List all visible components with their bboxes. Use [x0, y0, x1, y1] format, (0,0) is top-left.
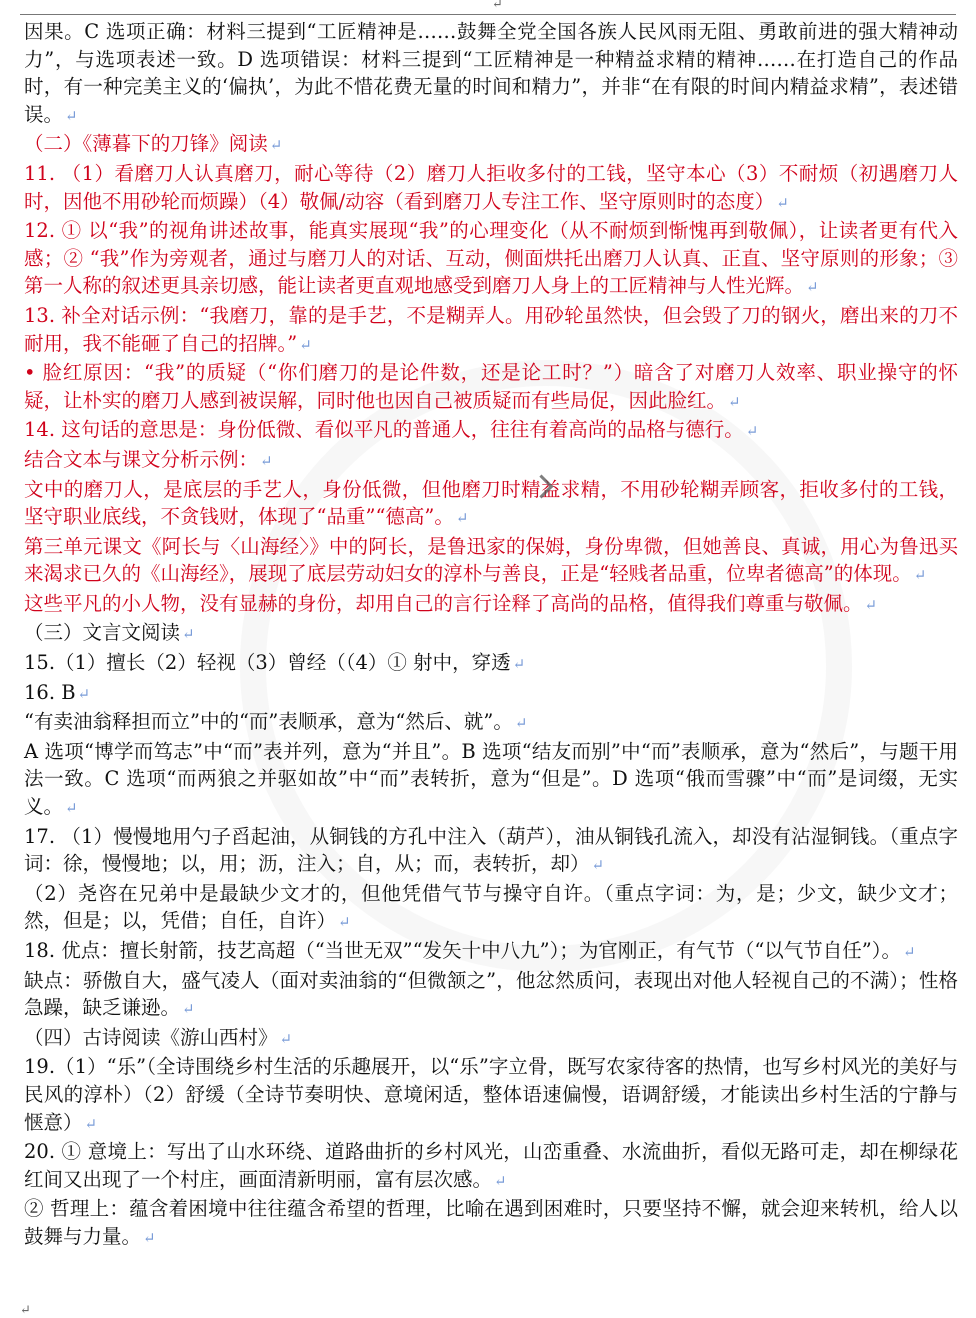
paragraph-mark: ↵ [182, 1000, 195, 1019]
paragraph [24, 476, 958, 533]
paragraph-mark: ↵ [903, 943, 916, 961]
paragraph-mark: ↵ [806, 278, 819, 297]
paragraph-text: 13. 补全对话示例：“我磨刀，靠的是手艺，不是糊弄人。用砂轮虽然快，但会毁了刀的钢火，磨出来的刀不耐用，我不能砸了自己的招牌。” [24, 303, 958, 355]
paragraph-text: A 选项“博学而笃志”中“而”表并列，意为“并且”。B 选项“结友而别”中“而”表顺承，意为“然后”，与题干用法一致。C 选项“而两狼之并驱如故”中“而”表转折，意为“但是”。D 选项“俄而雪骤”中“而”是词缀，无实义。 [24, 739, 958, 819]
paragraph-mark-top: ↵ [492, 0, 503, 12]
paragraph-text: （2）尧咨在兄弟中是最缺少文才的，但他凭借气节与操守自许。（重点字词：为，是；少文，缺少文才；然，但是；以，凭借；自任，自许） [24, 881, 958, 933]
paragraph-text: 18. 优点：擅长射箭，技艺高超（“当世无双”“发矢十中八九”）；为官刚正，有气节（“以气节自任”）。 [24, 939, 902, 962]
paragraph-mark: ↵ [455, 509, 469, 528]
paragraph-text: 19.（1）“乐”（全诗围绕乡村生活的乐趣展开，以“乐”字立骨，既写农家待客的热情，也写乡村风光的美好与民风的淳朴）（2）舒缓（全诗节奏明快、意境闲适，整体语速偏慢，语调舒缓，才能读出乡村生活的宁静与惬意） [24, 1055, 958, 1134]
paragraph [24, 1024, 958, 1054]
paragraph-mark: ↵ [65, 106, 78, 125]
paragraph-mark: ↵ [299, 335, 312, 354]
paragraph-text: （二）《薄暮下的刀锋》阅读 [24, 132, 268, 156]
paragraph-mark: ↵ [77, 684, 91, 703]
paragraph-text: 结合文本与课文分析示例： [24, 447, 259, 471]
paragraph-mark: ↵ [182, 625, 195, 644]
paragraph-text: 12. ① 以“我”的视角讲述故事，能真实展现“我”的心理变化（从不耐烦到惭愧再到敬佩），让读者更有代入感；② “我”作为旁观者，通过与磨刀人的对话、互动，侧面烘托出磨刀人认真、正直、坚守原则的形象；③ 第一人称的叙述更具亲切感，能让读者更直观地感受到磨刀人身上的工匠精神与人性光辉。 [24, 219, 958, 298]
paragraph [24, 533, 958, 590]
paragraph-text: 第三单元课文《阿长与〈山海经〉》中的阿长，是鲁迅家的保姆，身份卑微，但她善良、真诚，用心为鲁迅买来渴求已久的《山海经》，展现了底层劳动妇女的淳朴与善良，正是“轻贱者品重，位卑者德高”的体现。 [24, 534, 958, 586]
paragraph-text: 这些平凡的小人物，没有显赫的身份，却用自己的言行诠释了高尚的品格，值得我们尊重与敬佩。 [24, 591, 863, 615]
paragraph-text: 文中的磨刀人，是底层的手艺人，身份低微，但他磨刀时精益求精，不用砂轮糊弄顾客，拒收多付的工钱，坚守职业底线，不贪钱财，体现了“品重”“德高”。 [24, 477, 958, 529]
paragraph [24, 1053, 958, 1138]
paragraph-text: 15.（1）擅长（2）轻视（3）曾经（（4）① 射中，穿透 [24, 651, 511, 675]
paragraph-mark: ↵ [143, 1228, 156, 1247]
paragraph [24, 18, 958, 130]
paragraph-text: ② 哲理上：蕴含着困境中往往蕴含希望的哲理，比喻在遇到困难时，只要坚持不懈，就会迎来转机，给人以鼓舞与力量。 [24, 1197, 958, 1248]
paragraph-mark: ↵ [65, 799, 78, 818]
paragraph [24, 738, 958, 823]
paragraph [24, 1138, 958, 1195]
paragraph [24, 217, 958, 302]
paragraph [24, 880, 958, 937]
paragraph [24, 937, 958, 967]
paragraph-mark: ↵ [514, 714, 528, 733]
paragraph [24, 823, 958, 880]
paragraph-mark: ↵ [260, 451, 273, 470]
paragraph [24, 708, 958, 738]
paragraph [24, 649, 958, 679]
paragraph [24, 446, 958, 476]
paragraph [24, 1195, 958, 1252]
paragraph-mark-bottom: ↵ [20, 1303, 31, 1318]
paragraph-mark: ↵ [512, 655, 526, 674]
paragraph-text: 因果。C 选项正确：材料三提到“工匠精神是……鼓舞全党全国各族人民风雨无阻、勇敢前进的强大精神动力”，与选项表述一致。D 选项错误：材料三提到“工匠精神是一种精益求精的精神……在打造自己的作品时，有一种完美主义的‘偏执’，为此不惜花费无量的时间和精力”，并非“在有限的时间内精益求精”，表述错误。 [24, 20, 958, 126]
paragraph [24, 302, 958, 359]
paragraph-text: 14. 这句话的意思是：身份低微、看似平凡的普通人，往往有着高尚的品格与德行。 [24, 418, 744, 442]
paragraph-mark: ↵ [494, 1171, 507, 1190]
paragraph-text: 20. ① 意境上：写出了山水环绕、道路曲折的乡村风光，山峦重叠、水流曲折，看似无路可走，却在柳绿花红间又出现了一个村庄，画面清新明丽，富有层次感。 [24, 1140, 958, 1191]
paragraph-mark: ↵ [279, 1029, 293, 1048]
paragraph-mark: ↵ [728, 392, 741, 411]
paragraph-mark: ↵ [84, 1114, 98, 1133]
paragraph-mark: ↵ [776, 193, 789, 212]
header-rule [20, 14, 956, 15]
paragraph-text: 17. （1）慢慢地用勺子舀起油，从铜钱的方孔中注入（葫芦），油从铜钱孔流入，却没有沾湿铜钱。（重点字词：徐，慢慢地；以，用；沥，注入；自，从；而，表转折，却） [24, 824, 958, 876]
paragraph [24, 416, 958, 446]
paragraph [24, 160, 958, 217]
paragraph-text: （三）文言文阅读 [24, 621, 181, 645]
paragraph-text: • 脸红原因：“我”的质疑（“你们磨刀的是论件数，还是论工时？”）暗含了对磨刀人效率、职业操守的怀疑，让朴实的磨刀人感到被误解，同时他也因自己被质疑而有些局促，因此脸红。 [24, 361, 958, 412]
paragraph-mark: ↵ [269, 136, 283, 155]
paragraph [24, 967, 958, 1024]
paragraph-mark: ↵ [591, 856, 605, 875]
paragraph-mark: ↵ [913, 566, 927, 585]
paragraph-text: “有卖油翁释担而立”中的“而”表顺承，意为“然后、就”。 [24, 710, 513, 734]
paragraph [24, 590, 958, 620]
paragraph [24, 130, 958, 160]
paragraph-mark: ↵ [864, 595, 878, 614]
paragraph-text: （四）古诗阅读《游山西村》 [24, 1025, 278, 1049]
paragraph-text: 16. B [24, 680, 76, 704]
paragraph [24, 619, 958, 649]
paragraph-text: 11. （1）看磨刀人认真磨刀，耐心等待（2）磨刀人拒收多付的工钱，坚守本心（3）不耐烦（初遇磨刀人时，因他不用砂轮而烦躁）（4）敬佩/动容（看到磨刀人专注工作、坚守原则时的态度） [24, 161, 958, 213]
paragraph-text: 缺点：骄傲自大，盛气凌人（面对卖油翁的“但微颔之”，他忿然质问，表现出对他人轻视自己的不满）；性格急躁，缺乏谦逊。 [24, 968, 958, 1020]
paragraph [24, 679, 958, 709]
paragraph-mark: ↵ [338, 913, 351, 932]
paragraph [24, 359, 958, 416]
answer-text-body [24, 18, 958, 1253]
paragraph-mark: ↵ [745, 422, 759, 441]
